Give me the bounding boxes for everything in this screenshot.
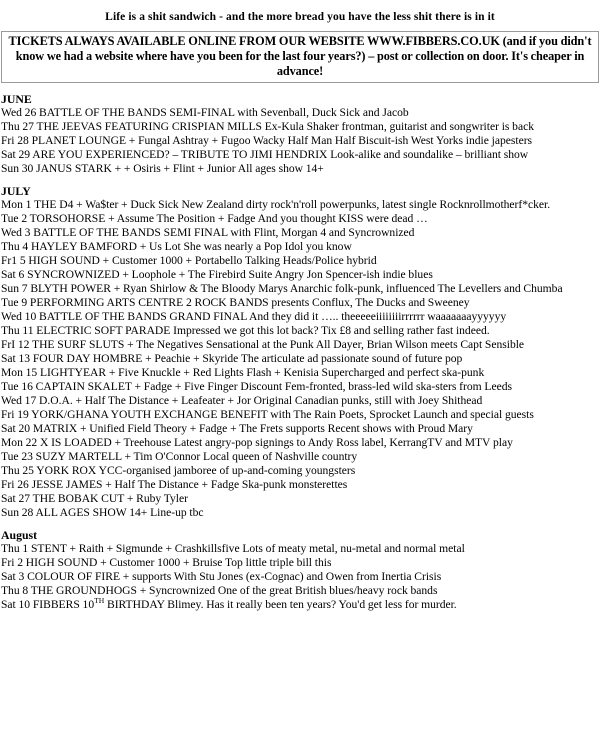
page-tagline: Life is a shit sandwich - and the more bread you have the less shit there is in it (105, 11, 495, 23)
listing-item: Sun 30 JANUS STARK + + Osiris + Flint + Junior All ages show 14+ (1, 162, 324, 175)
listing-item: Sat 6 SYNCROWNIZED + Loophole + The Firebird Suite Angry Jon Spencer-ish indie blues (1, 268, 433, 281)
tickets-notice-box (1, 31, 599, 83)
listing-item: Fri 28 PLANET LOUNGE + Fungal Ashtray + Fugoo Wacky Half Man Half Biscuit-ish West Yorks indie japesters (1, 134, 533, 147)
listing-item: Thu 4 HAYLEY BAMFORD + Us Lot She was nearly a Pop Idol you know (1, 240, 352, 253)
listing-item: Tue 2 TORSOHORSE + Assume The Position + Fadge And you thought KISS were dead … (1, 212, 428, 225)
listing-item: Thu 11 ELECTRIC SOFT PARADE Impressed we got this lot back? Tix £8 and selling rather fast indeed. (1, 324, 490, 337)
listing-item: Mon 1 THE D4 + Wa$ter + Duck Sick New Zealand dirty rock'n'roll powerpunks, latest single Rocknrollmotherf*cker. (1, 198, 551, 211)
listing-item: Tue 16 CAPTAIN SKALET + Fadge + Five Finger Discount Fem-fronted, brass-led wild ska-sters from Leeds (1, 380, 512, 393)
listing-item: Sat 29 ARE YOU EXPERIENCED? – TRIBUTE TO JIMI HENDRIX Look-alike and soundalike – brilliant show (1, 148, 529, 161)
listing-item: Fr1 5 HIGH SOUND + Customer 1000 + Portabello Talking Heads/Police hybrid (1, 254, 377, 267)
listing-item: Thu 1 STENT + Raith + Sigmunde + Crashkillsfive Lots of meaty metal, nu-metal and normal metal (1, 542, 465, 555)
month-block-august (0, 528, 600, 612)
listing-item: Thu 8 THE GROUNDHOGS + Syncrownized One of the great British blues/heavy rock bands (1, 584, 438, 597)
listing-item: Sun 7 BLYTH POWER + Ryan Shirlow & The Bloody Marys Anarchic folk-punk, influenced The Levellers and Chumba (1, 282, 563, 295)
listing-item: Sun 28 ALL AGES SHOW 14+ Line-up tbc (1, 506, 204, 519)
month-heading-june: JUNE (1, 92, 32, 106)
birthday-prefix: Sat 10 FIBBERS 10 (1, 598, 95, 611)
listing-item: Tue 9 PERFORMING ARTS CENTRE 2 ROCK BANDS presents Conflux, The Ducks and Sweeney (1, 296, 470, 309)
month-heading-august: August (1, 528, 38, 542)
listing-item: Sat 27 THE BOBAK CUT + Ruby Tyler (1, 492, 188, 505)
birthday-suffix: BIRTHDAY Blimey. Has it really been ten years? You'd get less for murder. (104, 598, 457, 611)
listing-item: Wed 26 BATTLE OF THE BANDS SEMI-FINAL with Sevenball, Duck Sick and Jacob (1, 106, 409, 119)
tickets-notice-text: TICKETS ALWAYS AVAILABLE ONLINE FROM OUR WEBSITE WWW.FIBBERS.CO.UK (and if you didn't know we had a website where have you been for the last four years?) – post or collection on door. It's cheaper in advance! (8, 34, 592, 78)
listing-item: Wed 10 BATTLE OF THE BANDS GRAND FINAL And they did it ….. theeeeeiiiiiiiirrrrrr waaaaaaayyyyyy (1, 310, 507, 323)
month-heading-july: JULY (1, 184, 31, 198)
listing-item: Fri 2 HIGH SOUND + Customer 1000 + Bruise Top little triple bill this (1, 556, 332, 569)
listing-item: Sat 13 FOUR DAY HOMBRE + Peachie + Skyride The articulate ad passionate sound of future pop (1, 352, 463, 365)
month-block-june (0, 92, 600, 176)
listing-item: Fri 26 JESSE JAMES + Half The Distance + Fadge Ska-punk monsterettes (1, 478, 348, 491)
listing-item: Mon 22 X IS LOADED + Treehouse Latest angry-pop signings to Andy Ross label, KerrangTV and MTV play (1, 436, 513, 449)
birthday-ordinal-suffix: TH (94, 596, 105, 606)
month-block-july (0, 184, 600, 520)
listing-item-birthday (0, 598, 600, 612)
listing-item: Wed 17 D.O.A. + Half The Distance + Leafeater + Jor Original Canadian punks, still with Joey Shithead (1, 394, 483, 407)
listing-item: Sat 20 MATRIX + Unified Field Theory + Fadge + The Frets supports Recent shows with Proud Mary (1, 422, 473, 435)
listing-item: Sat 3 COLOUR OF FIRE + supports With Stu Jones (ex-Cognac) and Owen from Inertia Crisis (1, 570, 442, 583)
listing-item: Tue 23 SUZY MARTELL + Tim O'Connor Local queen of Nashville country (1, 450, 358, 463)
listing-item: Thu 27 THE JEEVAS FEATURING CRISPIAN MILLS Ex-Kula Shaker frontman, guitarist and songwriter is back (1, 120, 534, 133)
listing-item: FrI 12 THE SURF SLUTS + The Negatives Sensational at the Punk All Dayer, Brian Wilson meets Capt Sensible (1, 338, 525, 351)
listing-item: Wed 3 BATTLE OF THE BANDS SEMI FINAL with Flint, Morgan 4 and Syncrownized (1, 226, 415, 239)
listing-item: Mon 15 LIGHTYEAR + Five Knuckle + Red Lights Flash + Kenisia Supercharged and perfect ska-punk (1, 366, 485, 379)
listing-item: Fri 19 YORK/GHANA YOUTH EXCHANGE BENEFIT with The Rain Poets, Sprocket Launch and special guests (1, 408, 534, 421)
listing-item: Thu 25 YORK ROX YCC-organised jamboree of up-and-coming youngsters (1, 464, 356, 477)
